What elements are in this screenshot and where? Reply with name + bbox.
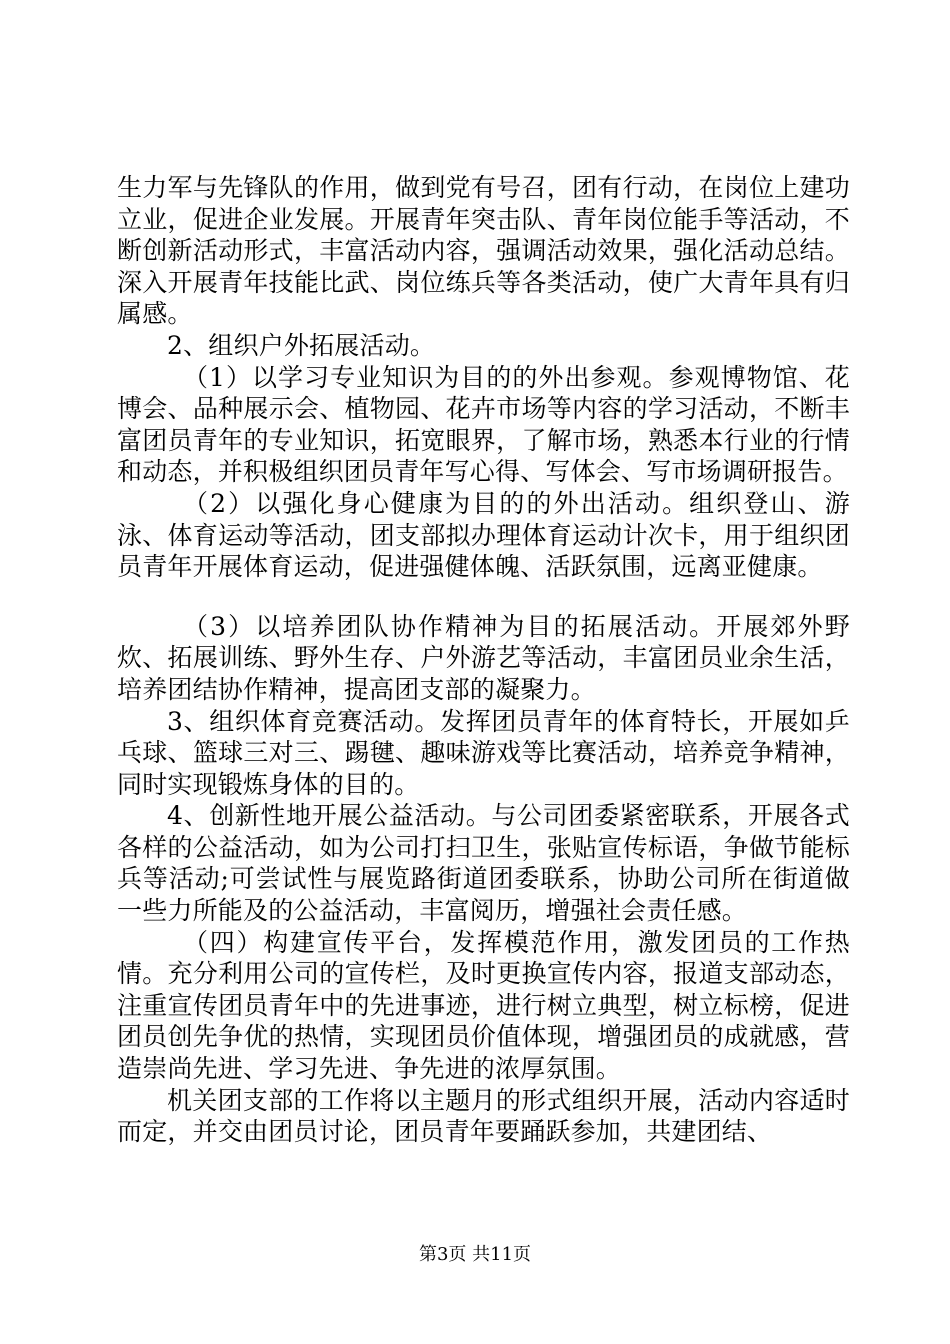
paragraph-6: 3、组织体育竞赛活动。发挥团员青年的体育特长，开展如乒乓球、篮球三对三、踢毽、趣味游戏等比赛活动，培养竞争精神，同时实现锻炼身体的目的。 (117, 706, 850, 799)
page-number-footer: 第3页 共11页 (418, 1244, 532, 1265)
paragraph-2: 2、组织户外拓展活动。 (167, 330, 436, 360)
document-body (117, 172, 850, 1148)
paragraph-5: （3）以培养团队协作精神为目的拓展活动。开展郊外野炊、拓展训练、野外生存、户外游艺等活动，丰富团员业余生活，培养团结协作精神，提高团支部的凝聚力。 (117, 611, 850, 704)
paragraph-3: （1）以学习专业知识为目的的外出参观。参观博物馆、花博会、品种展示会、植物园、花卉市场等内容的学习活动，不断丰富团员青年的专业知识，拓宽眼界，了解市场，熟悉本行业的行情和动态，并积极组织团员青年写心得、写体会、写市场调研报告。 (117, 362, 850, 487)
paragraph-8: （四）构建宣传平台，发挥模范作用，激发团员的工作热情。充分利用公司的宣传栏，及时更换宣传内容，报道支部动态，注重宣传团员青年中的先进事迹，进行树立典型，树立标榜，促进团员创先争优的热情，实现团员价值体现，增强团员的成就感，营造崇尚先进、学习先进、争先进的浓厚氛围。 (117, 927, 850, 1084)
paragraph-7: 4、创新性地开展公益活动。与公司团委紧密联系，开展各式各样的公益活动，如为公司打扫卫生，张贴宣传标语，争做节能标兵等活动;可尝试性与展览路街道团委联系，协助公司所在街道做一些力所能及的公益活动，丰富阅历，增强社会责任感。 (117, 801, 850, 926)
paragraph-4: （2）以强化身心健康为目的的外出活动。组织登山、游泳、体育运动等活动，团支部拟办理体育运动计次卡，用于组织团员青年开展体育运动，促进强健体魄、活跃氛围，远离亚健康。 (117, 488, 850, 582)
paragraph-9: 机关团支部的工作将以主题月的形式组织开展，活动内容适时而定，并交由团员讨论，团员青年要踊跃参加，共建团结、 (117, 1085, 850, 1147)
paragraph-1: 生力军与先锋队的作用，做到党有号召，团有行动，在岗位上建功立业，促进企业发展。开展青年突击队、青年岗位能手等活动，不断创新活动形式，丰富活动内容，强调活动效果，强化活动总结。深入开展青年技能比武、岗位练兵等各类活动，使广大青年具有归属感。 (117, 173, 850, 329)
